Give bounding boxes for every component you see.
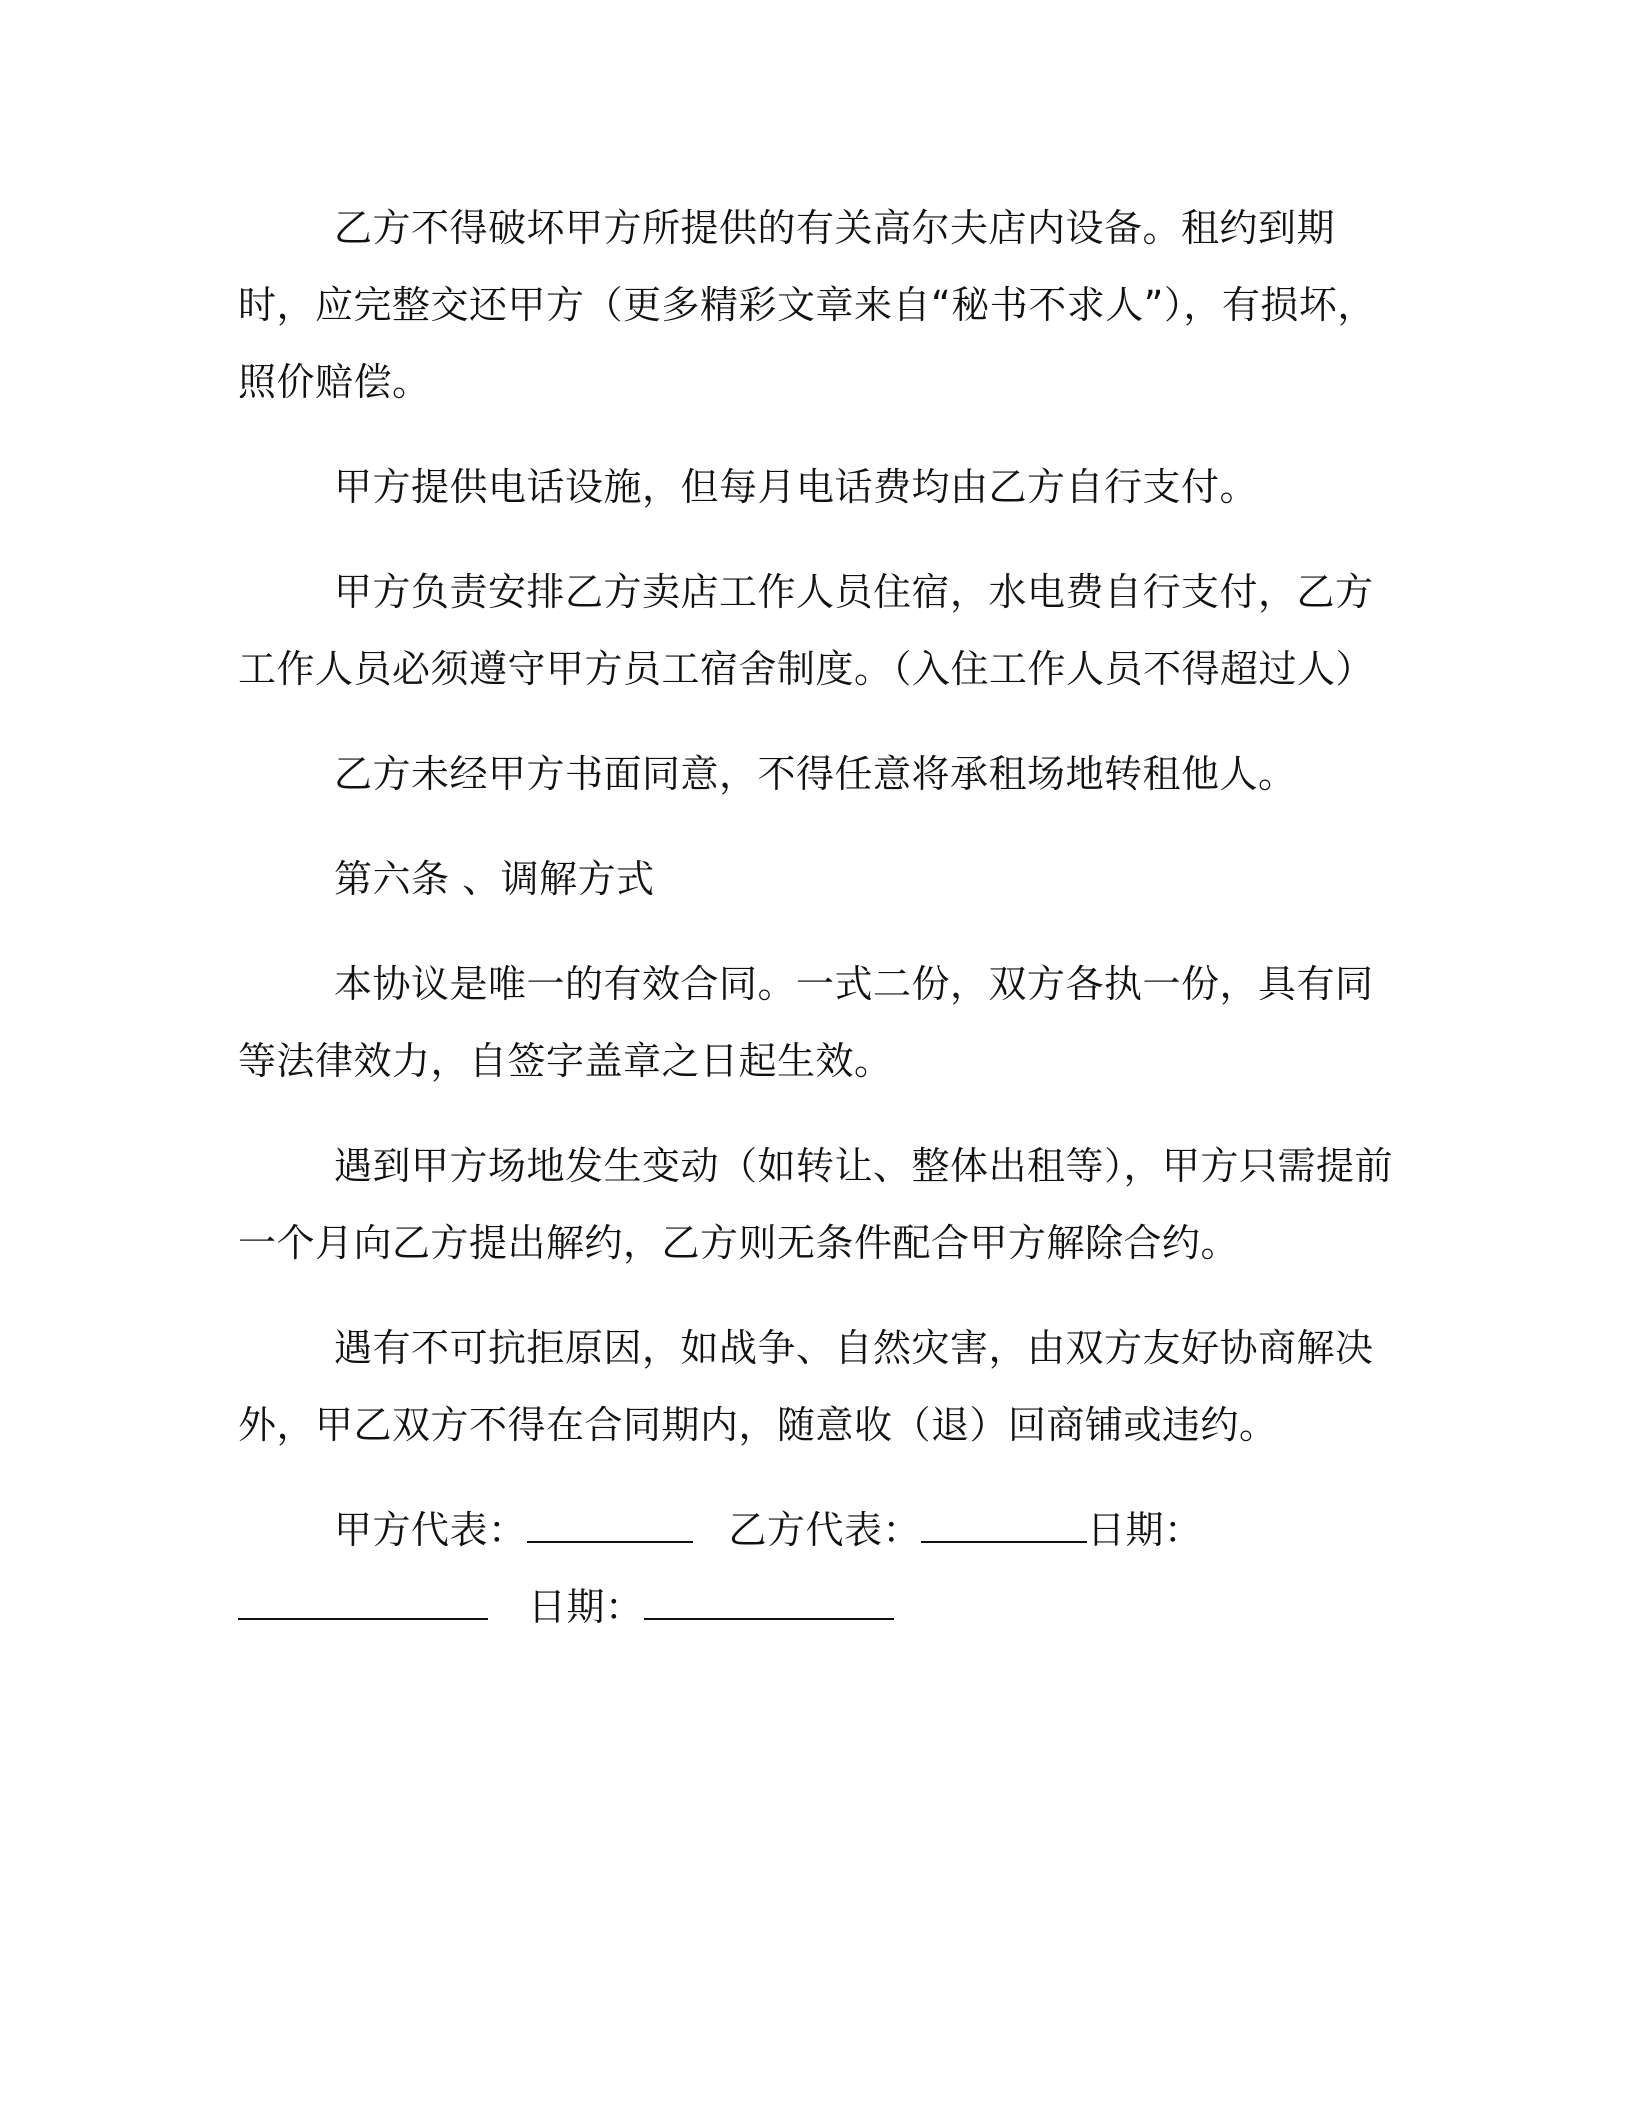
party-a-label: 甲方代表： [334,1508,527,1552]
paragraph-validity: 本协议是唯一的有效合同。一式二份，双方各执一份，具有同等法律效力，自签字盖章之日起生效。 [238,962,1374,1083]
paragraph-accommodation: 甲方负责安排乙方卖店工作人员住宿，水电费自行支付，乙方工作人员必须遵守甲方员工宿舍制度。（入住工作人员不得超过人） [238,570,1375,691]
section-heading-article-6: 第六条 、调解方式 [334,857,655,901]
signature-block [238,1492,1398,1646]
paragraph-termination: 遇到甲方场地发生变动（如转让、整体出租等），甲方只需提前一个月向乙方提出解约，乙方则无条件配合甲方解除合约。 [238,1144,1394,1265]
paragraph-force-majeure: 遇有不可抗拒原因，如战争、自然灾害，由双方友好协商解决外，甲乙双方不得在合同期内，随意收（退）回商铺或违约。 [238,1326,1374,1447]
party-b-signature-line [921,1511,1087,1543]
document-body [238,190,1398,1646]
date-label-1: 日期： [1087,1508,1203,1552]
date-line-2 [644,1588,894,1620]
paragraph-telephone: 甲方提供电话设施，但每月电话费均由乙方自行支付。 [334,465,1259,509]
party-b-label: 乙方代表： [728,1508,922,1552]
date-line-1 [238,1588,488,1620]
paragraph-equipment: 乙方不得破坏甲方所提供的有关高尔夫店内设备。租约到期时，应完整交还甲方（更多精彩文章来自“秘书不求人”），有损坏，照价赔偿。 [238,206,1376,404]
date-label-2: 日期： [528,1585,644,1629]
party-a-signature-line [527,1511,693,1543]
paragraph-sublease: 乙方未经甲方书面同意，不得任意将承租场地转租他人。 [334,752,1297,796]
